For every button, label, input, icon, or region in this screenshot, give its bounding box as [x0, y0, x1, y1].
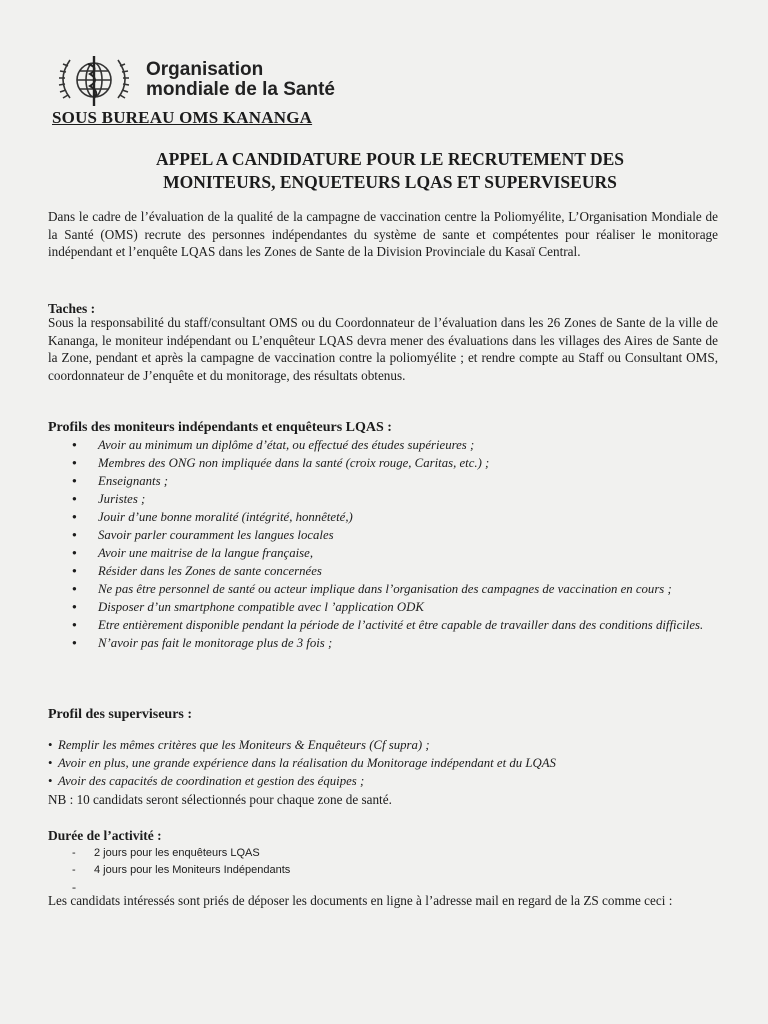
nb-note: NB : 10 candidats seront sélectionnés pour chaque zone de santé. — [48, 792, 392, 807]
list-item: ● Juristes ; — [70, 490, 720, 508]
list-item: • Remplir les mêmes critères que les Moniteurs & Enquêteurs (Cf supra) ; — [48, 736, 708, 754]
list-item: ● Résider dans les Zones de sante concernées — [70, 562, 720, 580]
list-item: - 4 jours pour les Moniteurs Indépendants — [72, 862, 290, 879]
list-item: • Avoir des capacités de coordination et gestion des équipes ; — [48, 772, 708, 790]
taches-paragraph: Sous la responsabilité du staff/consultant OMS ou du Coordonnateur de l’évaluation dans les 26 Zones de Sante de la ville de Kananga, le moniteur indépendant ou L’enquêteur LQAS devra mener des évaluations dans les villages des Aires de Sante de la Zone, pendant et après la campagne de vaccination contre la poliomyélite ; et rendre compte au Staff ou Consultant OMS, coordonnateur de J’enquête et du monitorage, des résultats obtenus. — [48, 315, 718, 383]
list-item: • Avoir en plus, une grande expérience dans la réalisation du Monitorage indépendant et du LQAS — [48, 754, 708, 772]
list-item: ● Avoir au minimum un diplôme d’état, ou effectué des études supérieures ; — [70, 436, 720, 454]
final-paragraph: Les candidats intéressés sont priés de déposer les documents en ligne à l’adresse mail en regard de la ZS comme ceci : — [48, 893, 673, 908]
taches-heading: Taches : — [48, 301, 96, 316]
superviseurs-list — [48, 736, 708, 790]
duree-heading: Durée de l’activité : — [48, 828, 162, 843]
who-emblem-icon — [50, 50, 138, 110]
list-item: ● Ne pas être personnel de santé ou acteur implique dans l’organisation des campagnes de vaccination en cours ; — [70, 580, 720, 598]
org-name-line2: mondiale de la Santé — [146, 79, 335, 100]
list-item: ● Jouir d’une bonne moralité (intégrité, honnêteté,) — [70, 508, 720, 526]
list-item: ● Etre entièrement disponible pendant la période de l’activité et être capable de travailler dans des conditions difficiles. — [70, 616, 720, 634]
stray-dash: - — [72, 880, 76, 894]
superviseurs-heading: Profil des superviseurs : — [48, 707, 193, 722]
list-item: - 2 jours pour les enquêteurs LQAS — [72, 845, 290, 862]
duree-list — [72, 845, 290, 879]
profils-list — [70, 436, 720, 652]
who-logo — [50, 50, 335, 110]
title-line2: MONITEURS, ENQUETEURS LQAS ET SUPERVISEURS — [163, 172, 617, 192]
list-item: ● Enseignants ; — [70, 472, 720, 490]
list-item: ● N’avoir pas fait le monitorage plus de 3 fois ; — [70, 634, 720, 652]
profils-heading: Profils des moniteurs indépendants et enquêteurs LQAS : — [48, 420, 392, 435]
list-item: ● Avoir une maitrise de la langue française, — [70, 544, 720, 562]
title-line1: APPEL A CANDIDATURE POUR LE RECRUTEMENT DES — [155, 149, 625, 169]
list-item: ● Savoir parler couramment les langues locales — [70, 526, 720, 544]
org-name-line1: Organisation — [146, 59, 264, 80]
intro-paragraph: Dans le cadre de l’évaluation de la qualité de la campagne de vaccination centre la Poliomyélite, L’Organisation Mondiale de la Santé (OMS) recrute des personnes indépendantes du système de sante et compétentes pour réaliser le monitorage indépendant et l’enquête LQAS dans les Zones de Sante de la Division Provinciale du Kasaï Central. — [48, 209, 718, 260]
list-item: ● Disposer d’un smartphone compatible avec l ’application ODK — [70, 598, 720, 616]
bureau-heading: SOUS BUREAU OMS KANANGA — [52, 108, 313, 127]
page-title — [70, 148, 710, 194]
list-item: ● Membres des ONG non impliquée dans la santé (croix rouge, Caritas, etc.) ; — [70, 454, 720, 472]
